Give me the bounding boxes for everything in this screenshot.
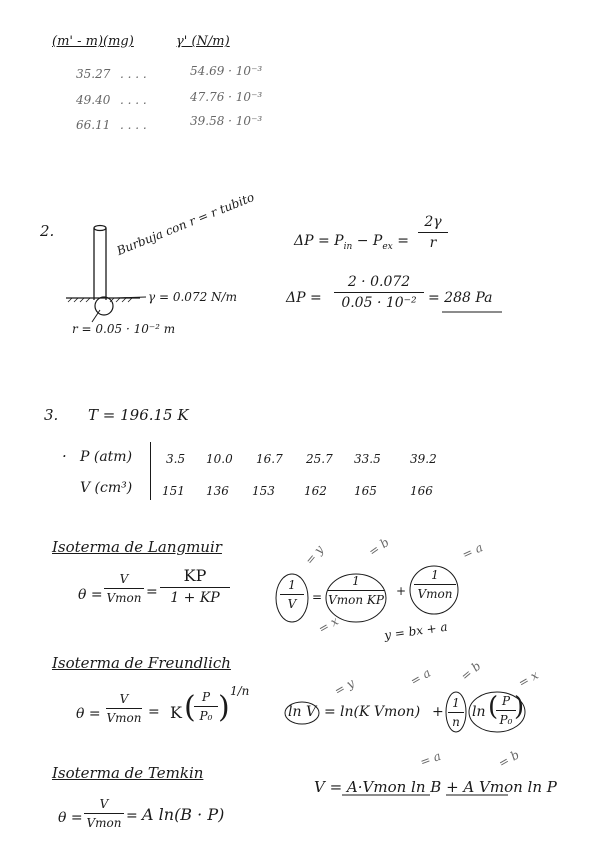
row-bullet: ·: [62, 447, 67, 465]
ann-b: = b: [365, 535, 392, 559]
table1-row-mass: 49.40: [76, 93, 111, 107]
table1-row-gamma: 39.58 · 10⁻³: [190, 114, 263, 128]
freundlich-log-lhs: ln V: [288, 704, 317, 720]
freundlich-theta: θ =: [76, 706, 101, 722]
radius-label: r = 0.05 · 10⁻² m: [72, 322, 176, 336]
eq1-eq: =: [392, 233, 409, 249]
freundlich-v: V: [119, 692, 129, 706]
temkin-rhs: A ln(B · P): [142, 805, 225, 824]
log-n: n: [452, 715, 460, 729]
volume-value: 165: [354, 484, 377, 498]
freundlich-close-paren: ): [218, 690, 230, 725]
pressure-value: 25.7: [306, 452, 333, 466]
ann-b: = b: [495, 747, 522, 771]
ann-b: = b: [458, 658, 484, 684]
langmuir-equals: =: [146, 584, 158, 600]
langmuir-v: V: [119, 572, 129, 586]
temkin-equals: =: [126, 808, 138, 824]
pressure-value: 3.5: [166, 452, 186, 466]
eq2-numerator: 2 · 0.072: [347, 274, 411, 290]
freundlich-title: Isoterma de Freundlich: [52, 654, 231, 672]
freundlich-log-mid: ln(K Vmon): [340, 704, 421, 720]
laplace-numerator: 2γ: [424, 214, 442, 230]
volume-value: 162: [304, 484, 327, 498]
ann-y: = y: [302, 542, 327, 568]
eq1-sub-in: in: [343, 241, 353, 252]
log-one: 1: [452, 696, 460, 710]
temkin-theta: θ =: [58, 810, 83, 826]
ann-y: = y: [331, 675, 357, 699]
log-p0: P₀: [499, 713, 513, 727]
table1-row-mass: 35.27: [76, 67, 111, 81]
freundlich-k: K: [170, 703, 182, 722]
langmuir-denominator: 1 + KP: [170, 590, 220, 606]
table1-dots: . . . .: [120, 67, 147, 81]
freundlich-log-open: (: [488, 692, 499, 722]
langmuir-kp: KP: [183, 566, 207, 585]
langmuir-title: Isoterma de Langmuir: [52, 538, 222, 556]
linear-form: y = bx + a: [383, 619, 449, 643]
lin-one-3: 1: [431, 568, 439, 582]
surface-tension-label: γ = 0.072 N/m: [148, 290, 237, 304]
ann-x: = x: [515, 667, 541, 691]
lin-equals: =: [312, 590, 323, 604]
pressure-value: 39.2: [410, 452, 437, 466]
eq1-mid: − P: [352, 233, 383, 249]
freundlich-log-close: ): [514, 692, 525, 722]
eq2-lhs: ΔP =: [286, 290, 322, 306]
temkin-v: V: [99, 797, 109, 811]
pressure-value: 33.5: [354, 452, 381, 466]
freundlich-equals: =: [148, 704, 160, 720]
volume-value: 166: [410, 484, 433, 498]
ann-a: = a: [418, 748, 443, 770]
volume-row-label: V (cm³): [80, 480, 133, 496]
ann-a: = a: [460, 540, 486, 562]
pressure-value: 16.7: [256, 452, 283, 466]
log-p: P: [501, 694, 511, 708]
volume-value: 136: [206, 484, 229, 498]
eq2-denominator: 0.05 · 10⁻²: [341, 295, 417, 311]
langmuir-theta: θ =: [78, 587, 103, 603]
lin-vmon: Vmon: [417, 587, 453, 601]
freundlich-log-plus: +: [432, 704, 444, 720]
lin-plus: +: [396, 584, 407, 598]
freundlich-vmon: Vmon: [106, 711, 142, 725]
table1-row-gamma: 54.69 · 10⁻³: [190, 64, 263, 78]
table1-dots: . . . .: [120, 93, 147, 107]
table1-row-gamma: 47.76 · 10⁻³: [190, 90, 263, 104]
freundlich-log-ln: ln: [472, 704, 486, 720]
temkin-title: Isoterma de Temkin: [52, 764, 204, 782]
freundlich-p0: P₀: [199, 709, 213, 723]
volume-value: 153: [252, 484, 275, 498]
freundlich-p: P: [201, 690, 211, 704]
lin-v: V: [287, 597, 297, 611]
eq2-result: = 288 Pa: [428, 290, 493, 306]
ann-a: = a: [407, 665, 434, 689]
bubble-label: Burbuja con r = r tubito: [114, 189, 257, 258]
problem2-number: 2.: [40, 222, 55, 240]
table1-dots: . . . .: [120, 118, 147, 132]
langmuir-vmon: Vmon: [106, 591, 142, 605]
pressure-value: 10.0: [206, 452, 233, 466]
eq1-lhs: ΔP = P: [294, 233, 344, 249]
problem3-number: 3.: [44, 406, 59, 424]
freundlich-log-equals: =: [324, 704, 336, 720]
freundlich-exponent: 1/n: [230, 684, 250, 698]
temkin-expanded: V = A·Vmon ln B + A Vmon ln P: [314, 778, 557, 796]
eq1-sub-ex: ex: [382, 241, 393, 252]
pressure-row-label: P (atm): [80, 449, 133, 465]
table1-row-mass: 66.11: [76, 118, 111, 132]
table1-col1-header: (m' - m)(mg): [52, 34, 134, 49]
laplace-denominator: r: [429, 235, 437, 251]
lin-one-2: 1: [352, 574, 360, 588]
freundlich-open-paren: (: [184, 690, 196, 725]
temperature: T = 196.15 K: [88, 406, 189, 424]
ann-x: = x: [315, 613, 341, 637]
temkin-vmon: Vmon: [86, 816, 122, 830]
lin-vmonkp: Vmon KP: [328, 593, 384, 607]
table1-col2-header: γ' (N/m): [176, 34, 230, 49]
volume-value: 151: [162, 484, 185, 498]
lin-one: 1: [288, 578, 296, 592]
